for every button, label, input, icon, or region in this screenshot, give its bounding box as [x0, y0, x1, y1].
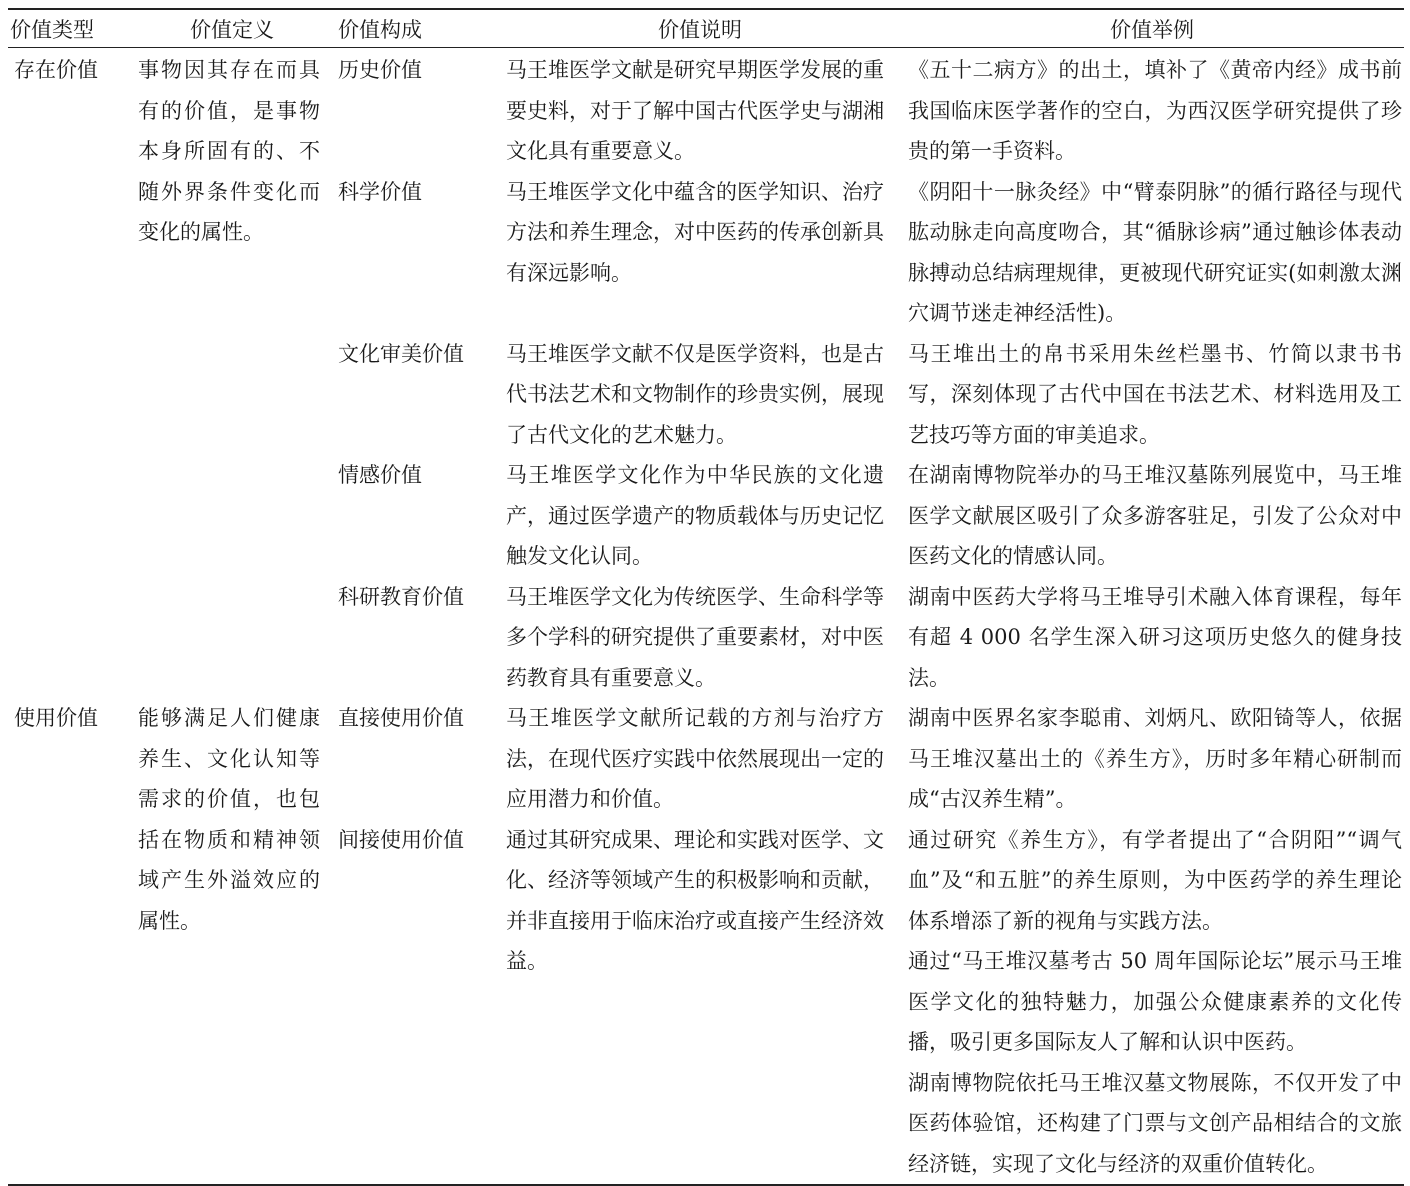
value-type-cell: 使用价值	[14, 706, 98, 730]
header-value-composition: 价值构成	[334, 10, 500, 48]
table-body	[8, 48, 1404, 1185]
value-example-cell	[900, 820, 1404, 1185]
example-paragraph: 湖南中医界名家李聪甫、刘炳凡、欧阳锜等人，依据马王堆汉墓出土的《养生方》，历时多年精心研制而成“古汉养生精”。	[908, 706, 1402, 811]
value-example-cell	[900, 455, 1404, 577]
value-description-cell: 马王堆医学文献不仅是医学资料，也是古代书法艺术和文物制作的珍贵实例，展现了古代文化的艺术魅力。	[506, 341, 884, 447]
value-example-cell	[900, 577, 1404, 699]
example-paragraph: 通过“马王堆汉墓考古 50 周年国际论坛”展示马王堆医学文化的独特魅力，加强公众健康素养的文化传播，吸引更多国际友人了解和认识中医药。	[908, 949, 1402, 1054]
example-paragraph: 《阴阳十一脉灸经》中“臂泰阴脉”的循行路径与现代肱动脉走向高度吻合，其“循脉诊病”通过触诊体表动脉搏动总结病理规律，更被现代研究证实(如刺激太渊穴调节迷走神经活性)。	[908, 179, 1402, 325]
value-component-cell: 直接使用价值	[338, 706, 464, 730]
example-paragraph: 马王堆出土的帛书采用朱丝栏墨书、竹简以隶书书写，深刻体现了古代中国在书法艺术、材料选用及工艺技巧等方面的审美追求。	[908, 341, 1402, 447]
value-definition-cell: 能够满足人们健康养生、文化认知等需求的价值，也包括在物质和精神领域产生外溢效应的属性。	[138, 706, 320, 933]
value-description-cell: 马王堆医学文献所记载的方剂与治疗方法，在现代医疗实践中依然展现出一定的应用潜力和价值。	[506, 706, 884, 811]
example-paragraph: 湖南中医药大学将马王堆导引术融入体育课程，每年有超 4 000 名学生深入研习这项历史悠久的健身技法。	[908, 584, 1402, 690]
value-component-cell: 历史价值	[338, 58, 422, 82]
value-example-cell	[900, 334, 1404, 456]
header-value-definition: 价值定义	[130, 10, 334, 48]
header-row	[8, 10, 1404, 48]
header-value-type: 价值类型	[8, 10, 130, 48]
value-table-frame	[8, 8, 1404, 1186]
value-component-cell: 间接使用价值	[338, 827, 464, 852]
table-header	[8, 10, 1404, 48]
example-paragraph: 湖南博物院依托马王堆汉墓文物展陈，不仅开发了中医药体验馆，还构建了门票与文创产品相结合的文旅经济链，实现了文化与经济的双重价值转化。	[908, 1070, 1402, 1176]
example-paragraph: 通过研究《养生方》，有学者提出了“合阴阳”“调气血”及“和五脏”的养生原则，为中医药学的养生理论体系增添了新的视角与实践方法。	[908, 827, 1402, 933]
value-description-cell: 马王堆医学文化中蕴含的医学知识、治疗方法和养生理念，对中医药的传承创新具有深远影响。	[506, 179, 884, 285]
value-type-cell: 存在价值	[14, 58, 98, 82]
value-component-cell: 科学价值	[338, 179, 422, 204]
table-row	[8, 48, 1404, 172]
example-paragraph: 在湖南博物院举办的马王堆汉墓陈列展览中，马王堆医学文献展区吸引了众多游客驻足，引发了公众对中医药文化的情感认同。	[908, 463, 1402, 568]
value-example-cell	[900, 698, 1404, 820]
value-component-cell: 文化审美价值	[338, 341, 464, 366]
value-example-cell	[900, 172, 1404, 334]
value-example-cell	[900, 48, 1404, 172]
value-description-cell: 马王堆医学文化为传统医学、生命科学等多个学科的研究提供了重要素材，对中医药教育具有重要意义。	[506, 584, 884, 690]
value-table	[8, 10, 1404, 1184]
example-paragraph: 《五十二病方》的出土，填补了《黄帝内经》成书前我国临床医学著作的空白，为西汉医学研究提供了珍贵的第一手资料。	[908, 58, 1402, 163]
value-description-cell: 马王堆医学文献是研究早期医学发展的重要史料，对于了解中国古代医学史与湖湘文化具有重要意义。	[506, 58, 884, 163]
table-row	[8, 698, 1404, 820]
value-description-cell: 马王堆医学文化作为中华民族的文化遗产，通过医学遗产的物质载体与历史记忆触发文化认同。	[506, 463, 884, 568]
value-definition-cell: 事物因其存在而具有的价值，是事物本身所固有的、不随外界条件变化而变化的属性。	[138, 58, 320, 244]
value-component-cell: 科研教育价值	[338, 584, 464, 609]
header-value-description: 价值说明	[500, 10, 900, 48]
value-description-cell: 通过其研究成果、理论和实践对医学、文化、经济等领域产生的积极影响和贡献，并非直接用于临床治疗或直接产生经济效益。	[506, 827, 884, 973]
value-component-cell: 情感价值	[338, 463, 422, 487]
header-value-example: 价值举例	[900, 10, 1404, 48]
